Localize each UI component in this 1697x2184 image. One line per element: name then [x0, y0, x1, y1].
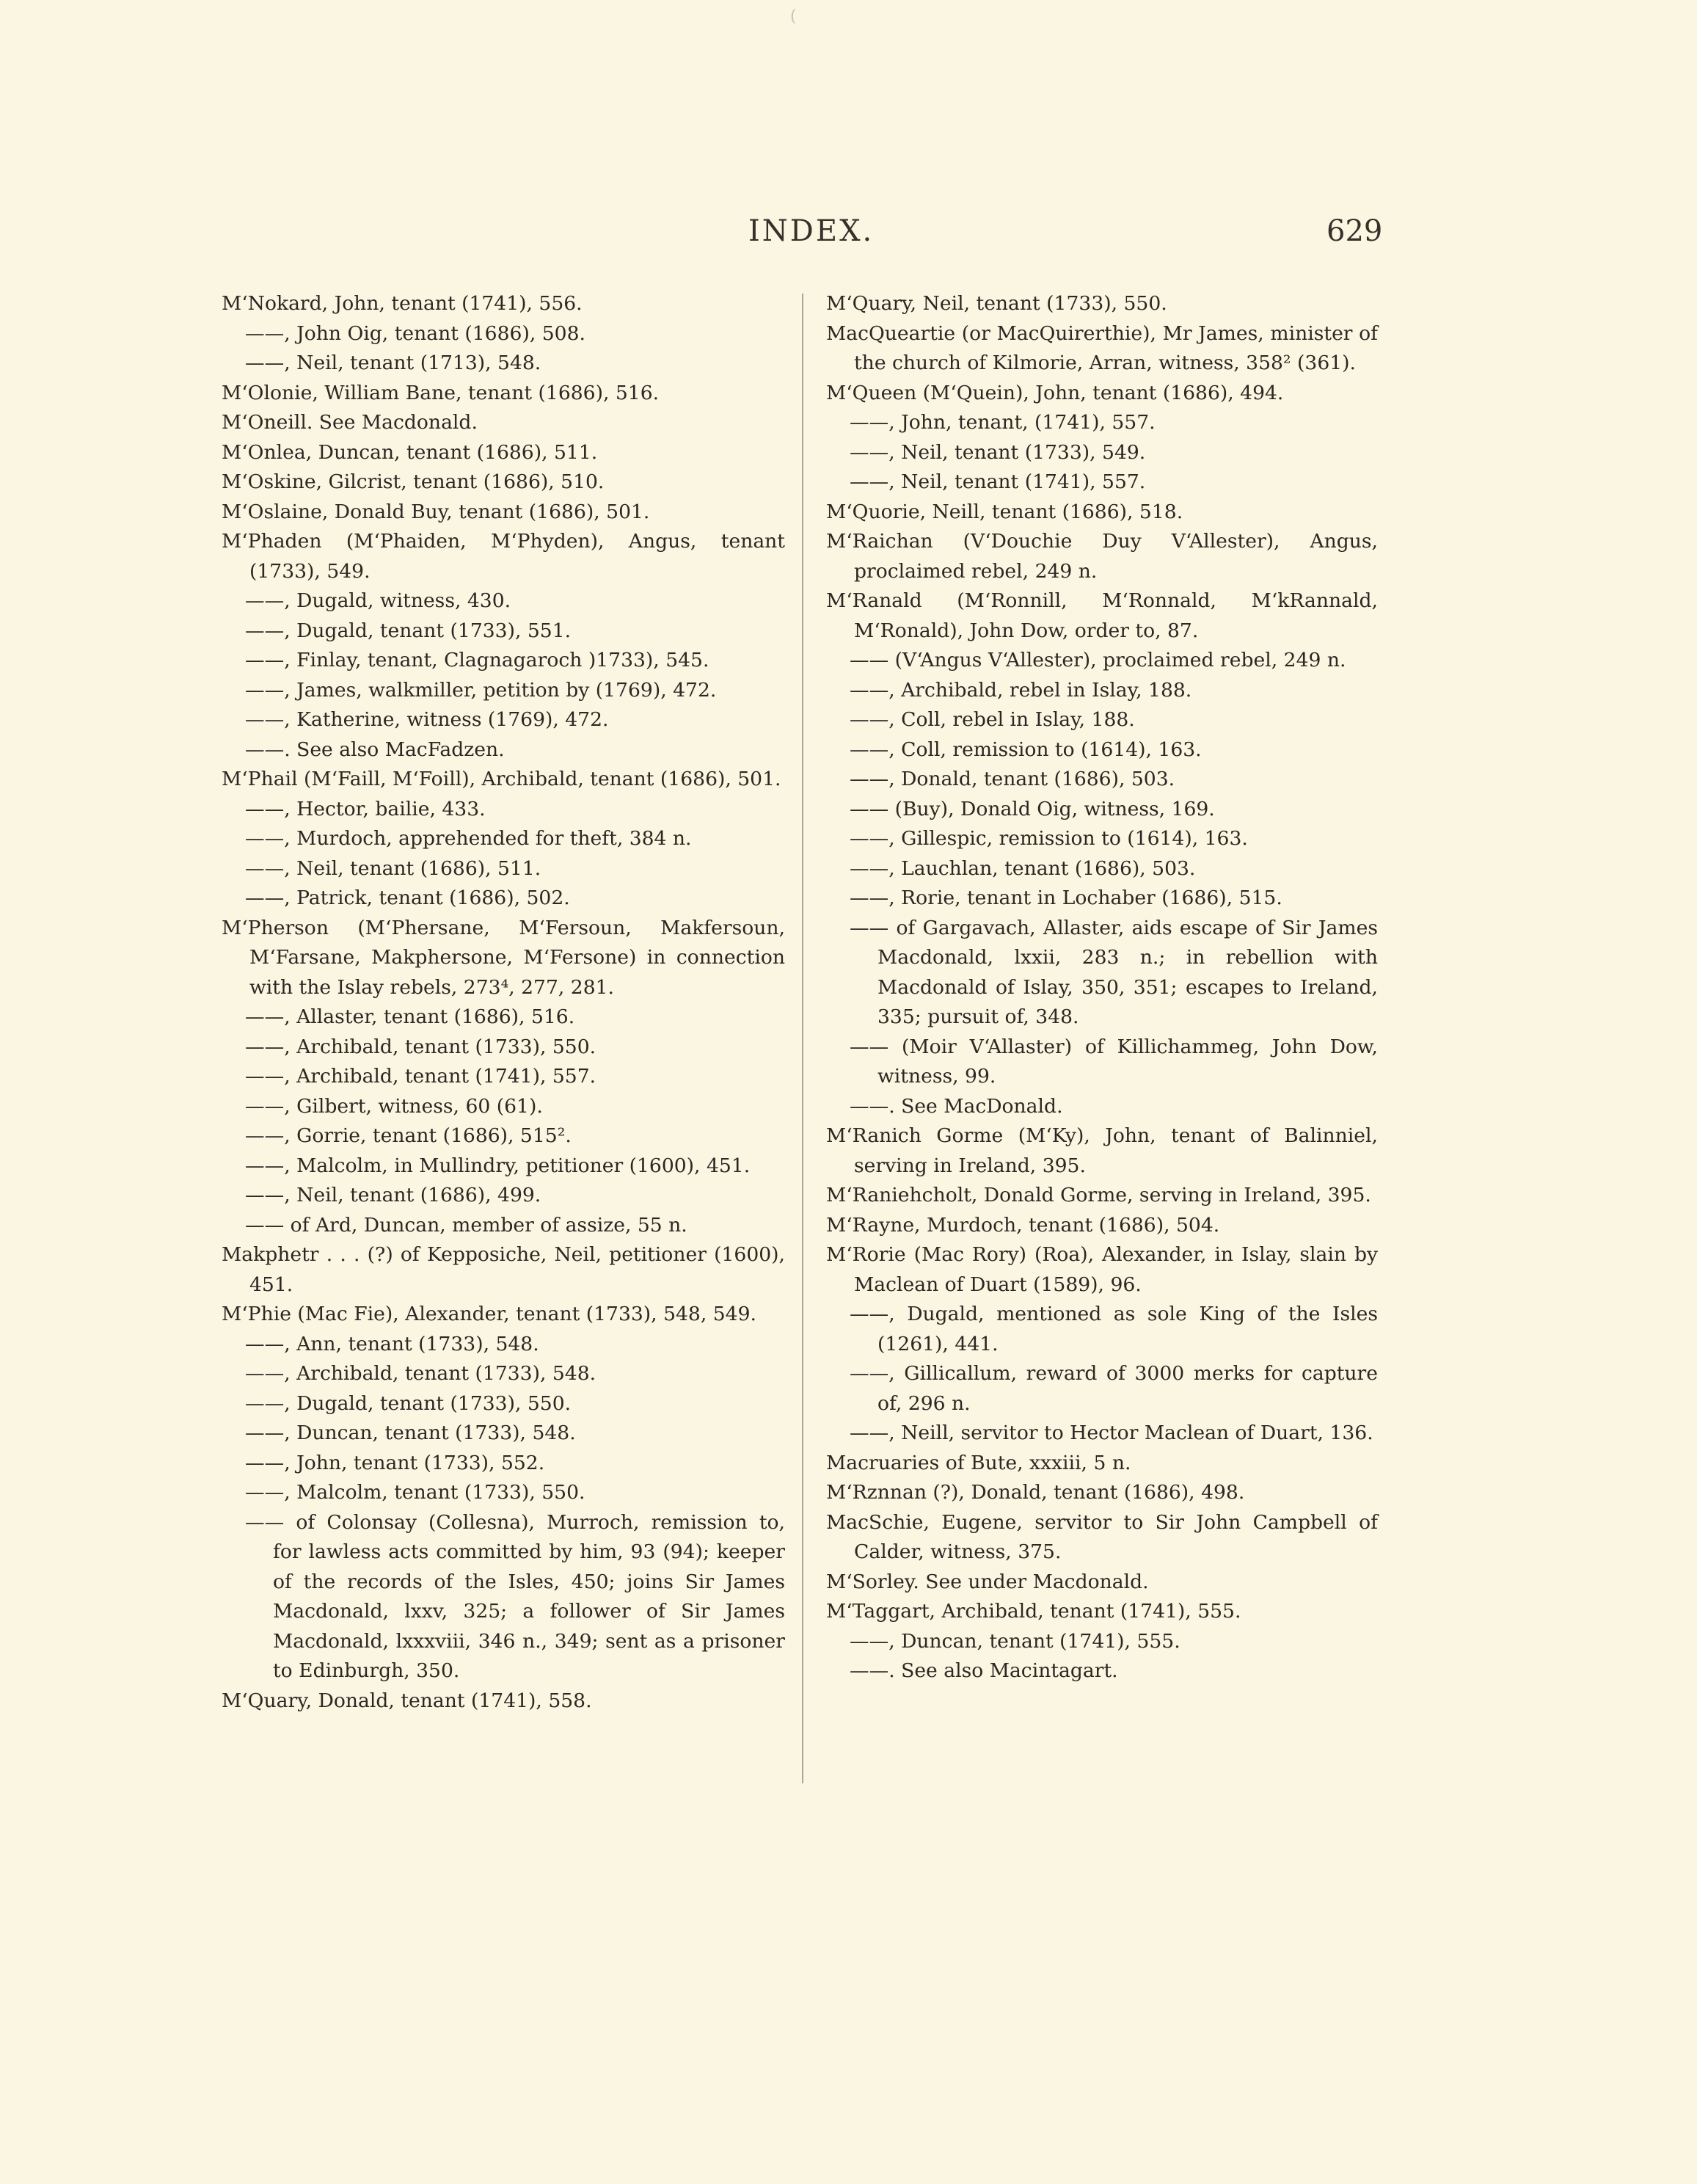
index-entry: ——, Gilbert, witness, 60 (61). [245, 1094, 543, 1118]
index-entry: M‘Rznnan (?), Donald, tenant (1686), 498. [826, 1481, 1245, 1504]
index-entry: MacQueartie (or MacQuirerthie), Mr James, minister of the church of Kilmorie, Arran, witness, 358² (361). [826, 321, 1378, 374]
index-entry: ——, John, tenant, (1741), 557. [850, 411, 1156, 434]
index-entry: M‘Nokard, John, tenant (1741), 556. [222, 292, 583, 315]
index-entry: M‘Olonie, William Bane, tenant (1686), 516. [222, 381, 660, 404]
index-entry: ——, Murdoch, apprehended for theft, 384 n. [245, 827, 692, 850]
index-entry: ——, Archibald, tenant (1741), 557. [245, 1065, 596, 1088]
index-entry: M‘Phaden (M‘Phaiden, M‘Phyden), Angus, tenant (1733), 549. [222, 530, 785, 583]
index-entry: ——, Donald, tenant (1686), 503. [850, 768, 1175, 790]
index-entry: M‘Phie (Mac Fie), Alexander, tenant (1733), 548, 549. [222, 1303, 756, 1325]
index-entry: M‘Quary, Donald, tenant (1741), 558. [222, 1689, 592, 1712]
index-entry: ——, Katherine, witness (1769), 472. [245, 708, 609, 731]
index-entry: —— of Gargavach, Allaster, aids escape of Sir James Macdonald, lxxii, 283 n.; in rebellion with Macdonald of Islay, 350, 351; escapes to Ireland, 335; pursuit of, 348. [850, 916, 1378, 1028]
index-entry: ——, Gillicallum, reward of 3000 merks for capture of, 296 n. [850, 1362, 1378, 1415]
index-entry: M‘Rorie (Mac Rory) (Roa), Alexander, in Islay, slain by Maclean of Duart (1589), 96. [826, 1243, 1378, 1296]
index-entry: ——, Dugald, tenant (1733), 550. [245, 1391, 572, 1415]
index-column-right [826, 289, 1378, 1686]
index-entry: M‘Queen (M‘Quein), John, tenant (1686), 494. [826, 381, 1284, 404]
index-entry: ——. See MacDonald. [850, 1094, 1063, 1118]
index-entry: ——, Dugald, mentioned as sole King of the Isles (1261), 441. [850, 1303, 1378, 1355]
index-entry: ——, Neil, tenant (1686), 511. [245, 856, 541, 880]
index-entry: M‘Oskine, Gilcrist, tenant (1686), 510. [222, 470, 605, 493]
index-entry: MacSchie, Eugene, servitor to Sir John Campbell of Calder, witness, 375. [826, 1510, 1378, 1563]
index-entry: ——, Dugald, tenant (1733), 551. [245, 619, 572, 642]
index-entry: ——. See also MacFadzen. [245, 738, 505, 761]
index-entry: M‘Onlea, Duncan, tenant (1686), 511. [222, 440, 598, 464]
index-entry: ——, Gillespic, remission to (1614), 163. [850, 827, 1248, 850]
index-entry: ——, Coll, remission to (1614), 163. [850, 738, 1202, 761]
index-entry: M‘Sorley. See under Macdonald. [826, 1570, 1149, 1593]
column-divider [802, 294, 803, 1783]
index-entry: ——, Malcolm, in Mullindry, petitioner (1600), 451. [245, 1154, 751, 1177]
index-entry: M‘Pherson (M‘Phersane, M‘Fersoun, Makfersoun, M‘Farsane, Makphersone, M‘Fersone) in connection with the Islay rebels, 273⁴, 277, 281. [222, 916, 785, 999]
index-entry: M‘Quary, Neil, tenant (1733), 550. [826, 292, 1167, 315]
index-entry: ——, Finlay, tenant, Clagnagaroch )1733), 545. [245, 649, 709, 671]
index-entry: ——, Ann, tenant (1733), 548. [245, 1332, 539, 1355]
index-entry: ——, Dugald, witness, 430. [245, 589, 511, 612]
index-entry: ——, Archibald, rebel in Islay, 188. [850, 678, 1192, 702]
index-entry: ——, Allaster, tenant (1686), 516. [245, 1005, 575, 1028]
index-entry: M‘Oslaine, Donald Buy, tenant (1686), 501. [222, 500, 650, 523]
index-entry: ——, Duncan, tenant (1733), 548. [245, 1422, 576, 1444]
index-entry: ——, Neil, tenant (1713), 548. [245, 352, 541, 374]
index-entry: M‘Ranald (M‘Ronnill, M‘Ronnald, M‘kRannald, M‘Ronald), John Dow, order to, 87. [826, 589, 1378, 642]
stray-ink-mark: ( [790, 7, 797, 26]
index-entry: ——, Neill, servitor to Hector Maclean of Duart, 136. [850, 1422, 1373, 1444]
index-entry: ——, Rorie, tenant in Lochaber (1686), 515. [850, 887, 1282, 909]
page-title: INDEX. [748, 214, 875, 248]
index-entry: M‘Rayne, Murdoch, tenant (1686), 504. [826, 1213, 1220, 1237]
index-entry: ——, Archibald, tenant (1733), 550. [245, 1035, 596, 1058]
index-entry: M‘Ranich Gorme (M‘Ky), John, tenant of Balinniel, serving in Ireland, 395. [826, 1124, 1378, 1177]
index-entry: —— of Colonsay (Collesna), Murroch, remission to, for lawless acts committed by him, 93 (94); keeper of the records of the Isles, 450; joins Sir James Macdonald, lxxv, 325; a follower of Sir James Macdonald, lxxxviii, 346 n., 349; sent as a prisoner to Edinburgh, 350. [245, 1510, 785, 1682]
index-entry: ——, Neil, tenant (1733), 549. [850, 440, 1146, 464]
index-entry: M‘Phail (M‘Faill, M‘Foill), Archibald, tenant (1686), 501. [222, 768, 781, 790]
index-entry: Makphetr . . . (?) of Kepposiche, Neil, petitioner (1600), 451. [222, 1243, 785, 1296]
index-entry: M‘Quorie, Neill, tenant (1686), 518. [826, 500, 1183, 523]
index-entry: ——, Lauchlan, tenant (1686), 503. [850, 856, 1196, 880]
index-entry: —— of Ard, Duncan, member of assize, 55 n. [245, 1213, 687, 1237]
index-entry: —— (Buy), Donald Oig, witness, 169. [850, 797, 1215, 820]
index-column-left [222, 289, 785, 1716]
index-entry: ——, Patrick, tenant (1686), 502. [245, 887, 570, 909]
index-entry: ——, Coll, rebel in Islay, 188. [850, 708, 1135, 731]
index-entry: ——, Duncan, tenant (1741), 555. [850, 1629, 1180, 1653]
index-entry: ——, John, tenant (1733), 552. [245, 1451, 545, 1474]
index-entry: ——, Malcolm, tenant (1733), 550. [245, 1481, 585, 1504]
index-entry: ——, John Oig, tenant (1686), 508. [245, 321, 585, 345]
index-entry: Macruaries of Bute, xxxiii, 5 n. [826, 1451, 1131, 1474]
index-entry: M‘Raniehcholt, Donald Gorme, serving in Ireland, 395. [826, 1184, 1371, 1206]
index-entry: ——, Archibald, tenant (1733), 548. [245, 1362, 596, 1385]
index-entry: ——, Neil, tenant (1686), 499. [245, 1184, 541, 1206]
index-entry: M‘Oneill. See Macdonald. [222, 411, 478, 434]
index-entry: ——, James, walkmiller, petition by (1769), 472. [245, 678, 717, 702]
index-entry: ——. See also Macintagart. [850, 1659, 1118, 1682]
running-head [0, 214, 1697, 258]
index-entry: M‘Raichan (V‘Douchie Duy V‘Allester), Angus, proclaimed rebel, 249 n. [826, 530, 1378, 583]
index-entry: ——, Gorrie, tenant (1686), 515². [245, 1124, 572, 1147]
page-number: 629 [1326, 214, 1383, 248]
index-entry: —— (Moir V‘Allaster) of Killichammeg, John Dow, witness, 99. [850, 1035, 1378, 1088]
index-entry: ——, Hector, bailie, 433. [245, 797, 486, 820]
index-entry: ——, Neil, tenant (1741), 557. [850, 470, 1146, 493]
index-entry: M‘Taggart, Archibald, tenant (1741), 555. [826, 1600, 1241, 1623]
index-entry: —— (V‘Angus V‘Allester), proclaimed rebel, 249 n. [850, 649, 1346, 671]
